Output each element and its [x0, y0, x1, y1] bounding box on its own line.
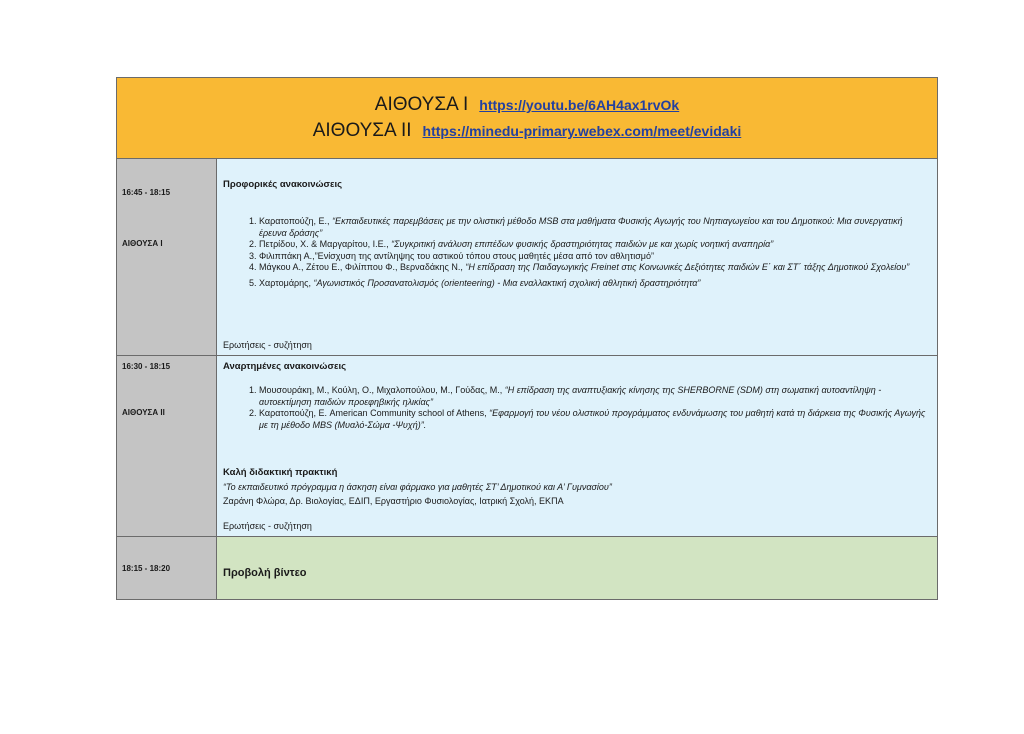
session1-info [117, 159, 217, 355]
session1-list [223, 216, 931, 289]
video-screening-title: Προβολή βίντεο [223, 567, 307, 579]
session3-time: 18:15 - 18:20 [122, 564, 171, 573]
session1-time: 16:45 - 18:15 [122, 188, 171, 197]
session2-list [223, 385, 931, 431]
room1-title: ΑΙΘΟΥΣΑ Ι [374, 94, 469, 115]
list-item: 2. Καρατοπούζη, Ε. American Community school of Athens, “Εφαρμογή του νέου ολιστικού προγράμματος ενδυνάμωσης του μαθητή κατά τη διάρκεια της Φυσικής Αγωγής με τη μέθοδο MBS (Μυαλό-Σώμα -Ψυχή)”. [259, 408, 931, 431]
list-item: 5. Χαρτομάρης, “Αγωνιστικός Προσανατολισμός (orienteering) - Μια εναλλακτική σχολική αθλητική δραστηριότητα” [259, 278, 931, 290]
session1-room: ΑΙΘΟΥΣΑ Ι [122, 239, 163, 248]
session2-room: ΑΙΘΟΥΣΑ ΙΙ [122, 408, 165, 417]
session1-content [217, 159, 937, 355]
list-item: 1. Μουσουράκη, Μ., Κούλη, Ο., Μιχαλοπούλου, Μ., Γούδας, Μ., “Η επίδραση της αναπτυξιακής κίνησης της SHERBORNE (SDM) στη σωματική αυτοαντίληψη - αυτοεκτίμηση παιδιών προεφηβικής ηλικίας” [259, 385, 931, 408]
practice-author: Ζαράνη Φλώρα, Δρ. Βιολογίας, ΕΔΙΠ, Εργαστήριο Φυσιολογίας, Ιατρική Σχολή, ΕΚΠΑ [223, 496, 564, 506]
list-item: 3. Φιλιππάκη Α.,”Ενίσχυση της αντίληψης του αστικού τόπου στους μαθητές μέσα από τον αθλητισμό” [259, 251, 931, 263]
session2-qa: Ερωτήσεις - συζήτηση [223, 521, 312, 531]
session-row-1 [117, 159, 937, 356]
session-row-2 [117, 356, 937, 537]
session-row-3 [117, 537, 937, 599]
room1-link[interactable]: https://youtu.be/6AH4ax1rvOk [479, 97, 680, 113]
practice-quote: “Το εκπαιδευτικό πρόγραμμα η άσκηση είναι φάρμακο για μαθητές ΣΤ’ Δημοτικού και Α’ Γυμνασίου” [223, 482, 612, 492]
list-item: 1. Καρατοπούζη, Ε., “Εκπαιδευτικές παρεμβάσεις με την ολιστική μέθοδο MSB στα μαθήματα Φυσικής Αγωγής του Νηπιαγωγείου και του Δημοτικού: Μια συνεργατική έρευνα δράσης” [259, 216, 931, 239]
session2-time: 16:30 - 18:15 [122, 362, 171, 371]
session2-content [217, 356, 937, 536]
list-item: 2. Πετρίδου, Χ. & Μαργαρίτου, Ι.Ε., “Συγκριτική ανάλυση επιπέδων φυσικής δραστηριότητας παιδιών με και χωρίς νοητική αναπηρία” [259, 239, 931, 251]
session3-content [217, 537, 937, 599]
program-header [117, 78, 937, 159]
practice-title: Καλή διδακτική πρακτική [223, 467, 338, 478]
session2-info [117, 356, 217, 536]
session1-qa: Ερωτήσεις - συζήτηση [223, 340, 312, 350]
room1-line [375, 92, 679, 118]
program-table [116, 77, 938, 600]
list-item: 4. Μάγκου Α., Ζέτου Ε., Φιλίππου Φ., Βερναδάκης Ν., “Η επίδραση της Παιδαγωγικής Freinet στις Κοινωνικές Δεξιότητες παιδιών Ε΄ και ΣΤ΄ τάξης Δημοτικού Σχολείου” [259, 262, 931, 274]
room2-title: ΑΙΘΟΥΣΑ ΙΙ [312, 120, 412, 141]
session3-info [117, 537, 217, 599]
room2-link[interactable]: https://minedu-primary.webex.com/meet/evidaki [422, 123, 742, 139]
room2-line [313, 118, 742, 144]
session1-title: Προφορικές ανακοινώσεις [223, 179, 343, 190]
session2-title: Αναρτημένες ανακοινώσεις [223, 361, 347, 372]
